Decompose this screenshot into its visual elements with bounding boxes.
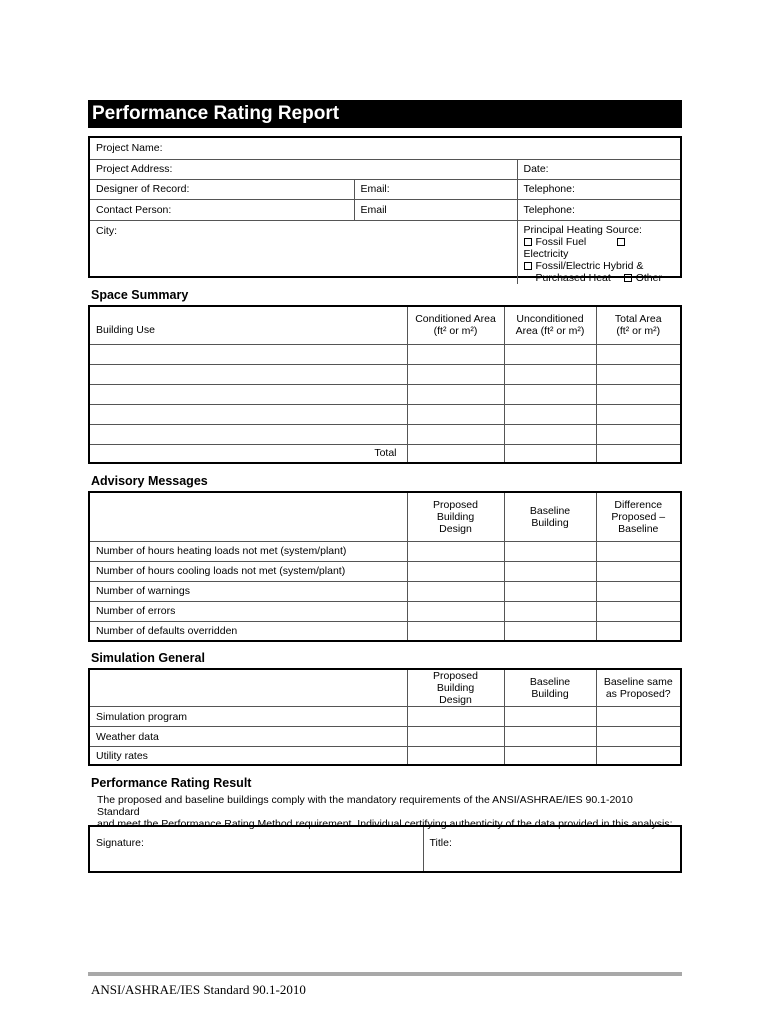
- table-row: [90, 384, 680, 404]
- row-label: Number of errors: [90, 601, 407, 621]
- row-label: Number of hours heating loads not met (system/plant): [90, 541, 407, 561]
- row-label: Number of warnings: [90, 581, 407, 601]
- page-title: Performance Rating Report: [88, 100, 682, 128]
- table-row: [90, 581, 680, 601]
- contact-person-field[interactable]: Contact Person:: [90, 199, 354, 220]
- signature-box: [88, 825, 682, 873]
- conditioned-area-header: Conditioned Area (ft² or m²): [407, 307, 504, 344]
- project-info-box: [88, 136, 682, 284]
- other-option[interactable]: Other: [624, 272, 662, 284]
- baseline-building-header: Baseline Building: [504, 670, 596, 707]
- proposed-design-header: Proposed Building Design: [407, 670, 504, 707]
- space-summary-heading: Space Summary: [91, 288, 189, 302]
- table-row: [90, 621, 680, 640]
- unconditioned-area-header: Unconditioned Area (ft² or m²): [504, 307, 596, 344]
- total-area-header: Total Area (ft² or m²): [596, 307, 680, 344]
- row-label: Weather data: [90, 727, 407, 747]
- advisory-messages-table: [88, 491, 682, 642]
- certification-text: The proposed and baseline buildings comply with the mandatory requirements of the ANSI/ASHRAE/IES 90.1-2010 Standard and meet the Performance Rating Method requirement. Individual certifying authenticity of the data provided in this analysis:: [97, 794, 673, 830]
- electricity-option[interactable]: Electricity: [524, 236, 630, 260]
- space-summary-table: [88, 305, 682, 464]
- simulation-general-table: [88, 668, 682, 766]
- total-row: [90, 444, 680, 462]
- table-row: [90, 424, 680, 444]
- footer-divider: [88, 972, 682, 976]
- table-row: [90, 344, 680, 364]
- row-label: Simulation program: [90, 707, 407, 727]
- total-label: Total: [90, 444, 407, 462]
- table-row: [90, 561, 680, 581]
- table-row: [90, 541, 680, 561]
- performance-result-heading: Performance Rating Result: [91, 776, 252, 790]
- designer-telephone-field[interactable]: Telephone:: [517, 179, 680, 199]
- footer-standard: ANSI/ASHRAE/IES Standard 90.1-2010: [91, 982, 306, 997]
- checkbox-icon[interactable]: [617, 238, 625, 246]
- city-field[interactable]: City:: [90, 220, 517, 284]
- advisory-messages-heading: Advisory Messages: [91, 474, 208, 488]
- designer-email-field[interactable]: Email:: [354, 179, 517, 199]
- building-use-header: Building Use: [90, 307, 407, 344]
- heating-source-label: Principal Heating Source:: [523, 223, 642, 236]
- project-name-field[interactable]: Project Name:: [90, 138, 680, 159]
- checkbox-icon[interactable]: [524, 238, 532, 246]
- table-row: [90, 707, 680, 727]
- signature-field[interactable]: Signature:: [90, 827, 423, 871]
- designer-field[interactable]: Designer of Record:: [90, 179, 354, 199]
- date-field[interactable]: Date:: [517, 159, 680, 179]
- table-row: [90, 404, 680, 424]
- project-address-field[interactable]: Project Address:: [90, 159, 517, 179]
- fossil-fuel-option[interactable]: Fossil Fuel: [524, 236, 587, 248]
- simulation-general-heading: Simulation General: [91, 651, 205, 665]
- contact-email-field[interactable]: Email: [354, 199, 517, 220]
- table-row: [90, 747, 680, 765]
- row-label: Number of defaults overridden: [90, 621, 407, 640]
- table-row: [90, 364, 680, 384]
- row-label: Number of hours cooling loads not met (system/plant): [90, 561, 407, 581]
- proposed-design-header: Proposed Building Design: [407, 493, 504, 541]
- table-row: [90, 727, 680, 747]
- baseline-same-header: Baseline same as Proposed?: [596, 670, 680, 707]
- checkbox-icon[interactable]: [524, 262, 532, 270]
- table-row: [90, 601, 680, 621]
- purchased-heat-label: Purchased Heat: [535, 271, 611, 284]
- baseline-building-header: Baseline Building: [504, 493, 596, 541]
- row-label: Utility rates: [90, 747, 407, 765]
- checkbox-icon[interactable]: [624, 274, 632, 282]
- heating-source-group: [517, 220, 680, 284]
- difference-header: Difference Proposed – Baseline: [596, 493, 680, 541]
- hybrid-option[interactable]: Fossil/Electric Hybrid &: [524, 260, 675, 272]
- title-field[interactable]: Title:: [423, 827, 680, 871]
- contact-telephone-field[interactable]: Telephone:: [517, 199, 680, 220]
